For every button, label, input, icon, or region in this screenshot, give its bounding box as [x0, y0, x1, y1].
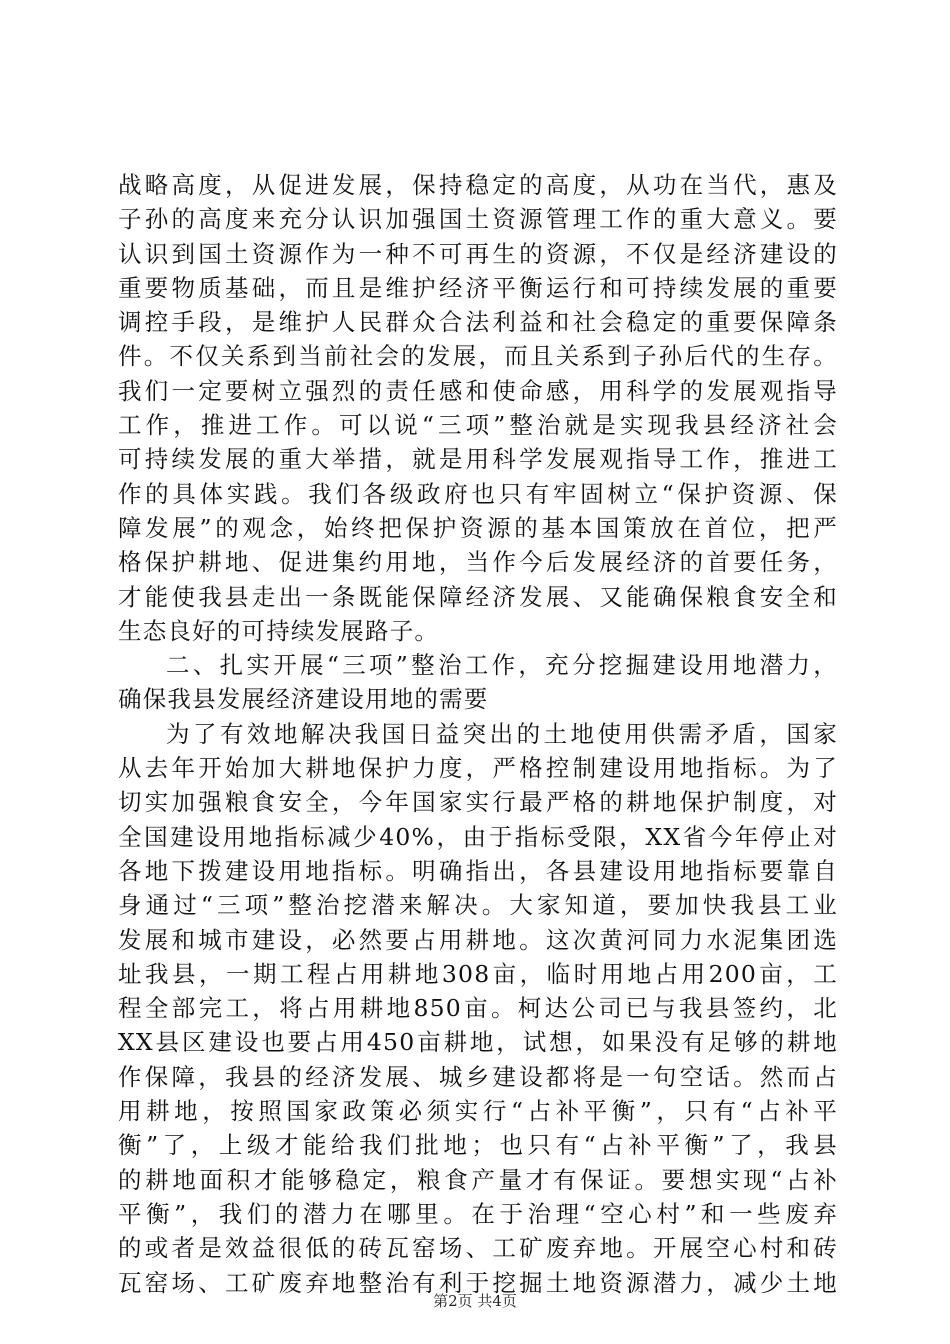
text-line: 调控手段，是维护人民群众合法利益和社会稳定的重要保障条 — [118, 308, 838, 337]
text-line: 瓦窑场、工矿废弃地整治有利于挖掘土地资源潜力，减少土地 — [118, 1268, 838, 1297]
paragraph-1 — [118, 168, 838, 648]
text-line: 格保护耕地、促进集约用地，当作今后发展经济的首要任务， — [118, 548, 838, 577]
text-line: 全国建设用地指标减少40%，由于指标受限，XX省今年停止对 — [118, 822, 838, 851]
text-line: 我们一定要树立强烈的责任感和使命感，用科学的发展观指导 — [118, 376, 838, 405]
text-line: 作的具体实践。我们各级政府也只有牢固树立“保护资源、保 — [118, 479, 838, 508]
heading-line: 确保我县发展经济建设用地的需要 — [118, 685, 489, 714]
text-line: 衡”了，上级才能给我们批地；也只有“占补平衡”了，我县 — [118, 1131, 838, 1160]
text-line: 才能使我县走出一条既能保障经济发展、又能确保粮食安全和 — [118, 582, 838, 611]
text-line: 平衡”，我们的潜力在哪里。在于治理“空心村”和一些废弃 — [118, 1199, 838, 1228]
text-line: 认识到国土资源作为一种不可再生的资源，不仅是经济建设的 — [118, 239, 838, 268]
text-line: 战略高度，从促进发展，保持稳定的高度，从功在当代，惠及 — [118, 171, 838, 199]
paragraph-2 — [118, 717, 838, 1300]
text-line: 从去年开始加大耕地保护力度，严格控制建设用地指标。为了 — [118, 754, 838, 783]
text-line: 址我县，一期工程占用耕地308亩，临时用地占用200亩，工 — [118, 959, 838, 988]
document-body — [118, 168, 838, 1300]
text-line: 切实加强粮食安全，今年国家实行最严格的耕地保护制度，对 — [118, 788, 838, 817]
page-footer: 第2页 共4页 — [433, 1292, 517, 1310]
text-line: 程全部完工，将占用耕地850亩。柯达公司已与我县签约，北 — [118, 994, 838, 1023]
text-line: XX县区建设也要占用450亩耕地，试想，如果没有足够的耕地 — [118, 1028, 838, 1057]
text-line: 为了有效地解决我国日益突出的土地使用供需矛盾，国家 — [166, 719, 838, 748]
text-line: 的耕地面积才能够稳定，粮食产量才有保证。要想实现“占补 — [118, 1165, 838, 1194]
text-line: 作保障，我县的经济发展、城乡建设都将是一句空话。然而占 — [118, 1062, 838, 1091]
text-line: 生态良好的可持续发展路子。 — [118, 616, 440, 645]
text-line: 的或者是效益很低的砖瓦窑场、工矿废弃地。开展空心村和砖 — [118, 1234, 838, 1263]
text-line: 件。不仅关系到当前社会的发展，而且关系到子孙后代的生存。 — [118, 342, 838, 371]
heading-line: 二、扎实开展“三项”整治工作，充分挖掘建设用地潜力， — [166, 651, 838, 680]
section-heading — [118, 648, 838, 717]
text-line: 障发展”的观念，始终把保护资源的基本国策放在首位，把严 — [118, 513, 838, 542]
text-line: 重要物质基础，而且是维护经济平衡运行和可持续发展的重要 — [118, 273, 838, 302]
text-line: 用耕地，按照国家政策必须实行“占补平衡”，只有“占补平 — [118, 1097, 838, 1126]
text-line: 身通过“三项”整治挖潜来解决。大家知道，要加快我县工业 — [118, 891, 838, 920]
text-line: 子孙的高度来充分认识加强国土资源管理工作的重大意义。要 — [118, 205, 838, 234]
text-line: 各地下拨建设用地指标。明确指出，各县建设用地指标要靠自 — [118, 856, 838, 885]
text-line: 发展和城市建设，必然要占用耕地。这次黄河同力水泥集团选 — [118, 925, 838, 954]
text-line: 工作，推进工作。可以说“三项”整治就是实现我县经济社会 — [118, 411, 838, 440]
text-line: 可持续发展的重大举措，就是用科学发展观指导工作，推进工 — [118, 445, 838, 474]
